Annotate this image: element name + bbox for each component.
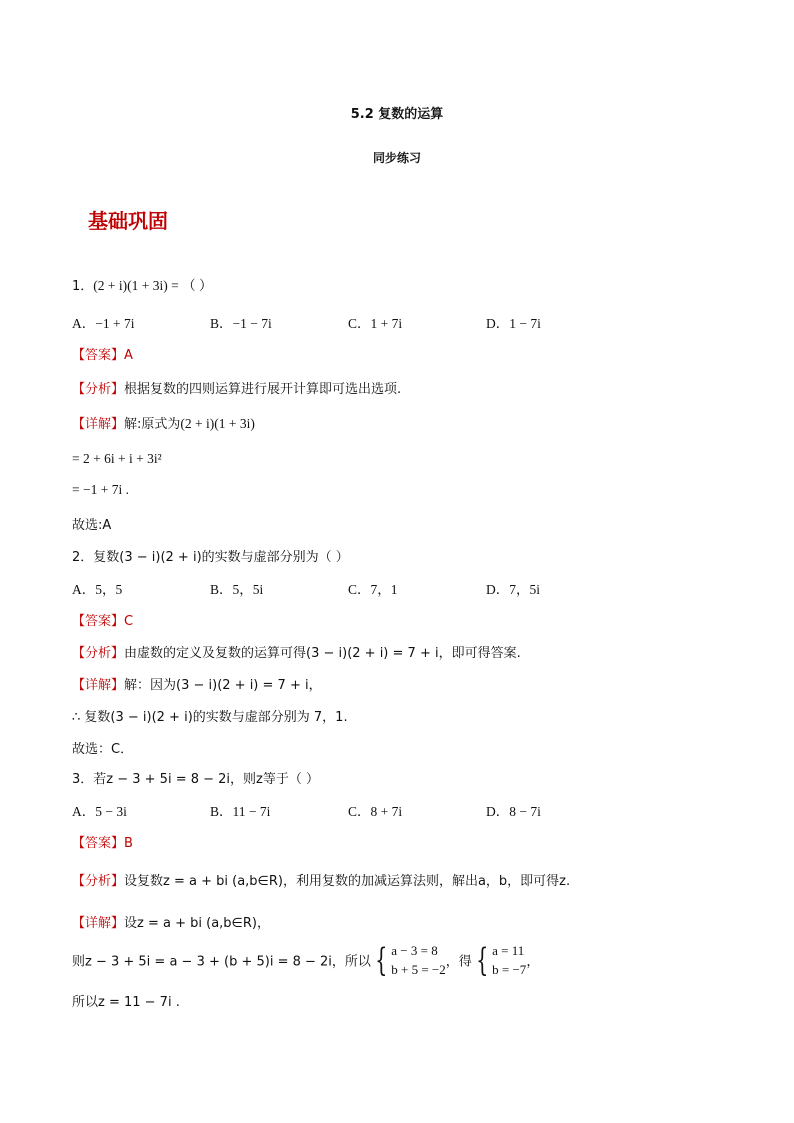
question-2-therefore: ∴ 复数(3 − i)(2 + i)的实数与虚部分别为 7，1.: [72, 710, 348, 725]
left-brace-2: {: [475, 941, 489, 979]
question-1-stem: [72, 274, 212, 294]
system-end: ，: [526, 954, 540, 970]
question-3-option-b: B．11 − 7i: [210, 804, 271, 819]
answer-value: C: [124, 614, 134, 629]
question-2-option-c: C．7，1: [348, 582, 398, 597]
answer-label: 【答案】: [72, 614, 125, 629]
question-3-option-d: D．8 − 7i: [486, 804, 541, 819]
analysis-label: 【分析】: [72, 646, 125, 661]
detail-text: 设z = a + bi (a,b∈R)，: [124, 916, 270, 931]
question-1-choice: 故选:A: [72, 518, 112, 533]
question-2-choice: 故选：C．: [72, 742, 134, 757]
question-2-option-d: D．7，5i: [486, 582, 540, 597]
question-1-option-d: D．1 − 7i: [486, 316, 541, 331]
system-1-row-1: a − 3 = 8: [391, 943, 438, 958]
detail-text: 解:原式为: [124, 417, 181, 432]
analysis-text: 设复数z = a + bi (a,b∈R)，利用复数的加减运算法则，解出a，b，即可得z.: [124, 874, 571, 889]
question-1-expression: (2 + i)(1 + 3i) = （ ）: [93, 278, 213, 293]
left-brace-1: {: [374, 941, 388, 979]
question-3-analysis: [72, 870, 570, 889]
question-3-conclusion: 所以z = 11 − 7i .: [72, 995, 180, 1010]
detail-label: 【详解】: [72, 678, 125, 693]
system-1-row-2: b + 5 = −2: [391, 962, 446, 977]
question-2-answer: [72, 610, 133, 629]
question-2-option-b: B．5，5i: [210, 582, 264, 597]
question-1-step-2: = −1 + 7i .: [72, 482, 129, 497]
answer-value: B: [124, 836, 133, 851]
question-3-detail: [72, 912, 270, 931]
question-1-option-a: A．−1 + 7i: [72, 316, 135, 331]
question-1-number: 1．: [72, 279, 94, 294]
question-2-analysis: [72, 642, 521, 661]
analysis-text: 由虚数的定义及复数的运算可得(3 − i)(2 + i) = 7 + i，即可得答案.: [124, 646, 521, 661]
system-middle: ，得: [445, 954, 472, 970]
question-1-option-b: B．−1 − 7i: [210, 316, 272, 331]
equation-system-2: [492, 941, 526, 979]
question-3-system-line: [72, 941, 539, 979]
question-3-stem: 3．若z − 3 + 5i = 8 − 2i，则z等于（ ）: [72, 772, 319, 787]
analysis-label: 【分析】: [72, 874, 125, 889]
detail-label: 【详解】: [72, 417, 125, 432]
system-2-row-2: b = −7: [492, 962, 527, 977]
question-1-detail: [72, 413, 255, 432]
detail-text: 解：因为(3 − i)(2 + i) = 7 + i，: [124, 678, 322, 693]
analysis-text: 根据复数的四则运算进行展开计算即可选出选项.: [124, 382, 402, 397]
question-3-answer: [72, 832, 133, 851]
question-2-stem: 2．复数(3 − i)(2 + i)的实数与虚部分别为（ ）: [72, 550, 349, 565]
question-2-detail: [72, 674, 322, 693]
question-3-option-a: A．5 − 3i: [72, 804, 127, 819]
question-1-option-c: C．1 + 7i: [348, 316, 403, 331]
question-2-option-a: A．5，5: [72, 582, 123, 597]
page-subtitle: 同步练习: [372, 151, 421, 165]
system-prefix: 则z − 3 + 5i = a − 3 + (b + 5)i = 8 − 2i，所以: [72, 954, 371, 970]
equation-system-1: [391, 941, 446, 979]
question-3-option-c: C．8 + 7i: [348, 804, 403, 819]
question-1-answer: [72, 344, 133, 363]
section-heading: 基础巩固: [88, 209, 168, 233]
answer-label: 【答案】: [72, 836, 125, 851]
answer-value: A: [124, 348, 133, 363]
detail-expression: (2 + i)(1 + 3i): [180, 416, 255, 431]
system-2-row-1: a = 11: [492, 943, 525, 958]
question-1-step-1: = 2 + 6i + i + 3i²: [72, 451, 162, 466]
question-1-analysis: [72, 378, 401, 397]
detail-label: 【详解】: [72, 916, 125, 931]
answer-label: 【答案】: [72, 348, 125, 363]
page-title: 5.2 复数的运算: [350, 107, 444, 122]
analysis-label: 【分析】: [72, 382, 125, 397]
